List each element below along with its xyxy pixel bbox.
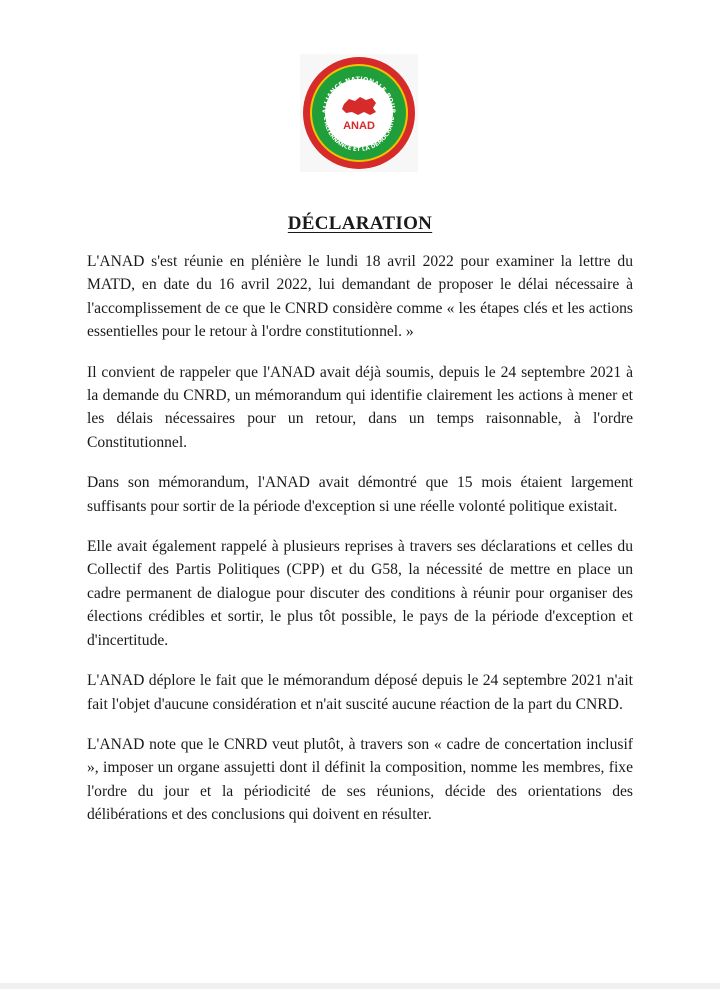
svg-text:L'ALTERNANCE ET LA DÉMOCRATIE: L'ALTERNANCE ET LA DÉMOCRATIE (321, 116, 397, 154)
paragraph-5: L'ANAD déplore le fait que le mémorandum déposé depuis le 24 septembre 2021 n'ait fait l'objet d'aucune considération et n'ait suscité aucune réaction de la part du CNRD. (87, 672, 633, 713)
page-bottom-edge (0, 983, 720, 989)
anad-emblem-icon (300, 54, 418, 172)
svg-text:ANAD: ANAD (343, 120, 375, 132)
document-title: DÉCLARATION (287, 213, 433, 234)
paragraph-3: Dans son mémorandum, l'ANAD avait démontré que 15 mois étaient largement suffisants pour sortir de la période d'exception si une réelle volonté politique existait. (87, 474, 633, 515)
document-body (87, 250, 633, 844)
paragraph-6: L'ANAD note que le CNRD veut plutôt, à travers son « cadre de concertation inclusif », imposer un organe assujetti dont il définit la composition, nomme les membres, fixe l'ordre du jour et la périodicité de ses réunions, décide des orientations des délibérations et des conclusions qui doivent en résulter. (87, 735, 633, 824)
paragraph-4: Elle avait également rappelé à plusieurs reprises à travers ses déclarations et celles du Collectif des Partis Politiques (CPP) et du G58, la nécessité de mettre en place un cadre permanent de dialogue pour discuter des conditions à réunir pour organiser des élections crédibles et sortir, le plus tôt possible, le pays de la période d'exception et d'incertitude. (87, 538, 633, 649)
paragraph-2: Il convient de rappeler que l'ANAD avait déjà soumis, depuis le 24 septembre 2021 à la demande du CNRD, un mémorandum qui identifie clairement les actions à mener et les délais nécessaires pour un retour, dans un temps raisonnable, à l'ordre Constitutionnel. (87, 363, 633, 451)
anad-logo (300, 54, 418, 172)
paragraph-1: L'ANAD s'est réunie en plénière le lundi 18 avril 2022 pour examiner la lettre du MATD, en date du 16 avril 2022, lui demandant de proposer le délai nécessaire à l'accomplissement de ce que le CNRD considère comme « les étapes clés et les actions essentielles pour le retour à l'ordre constitutionnel. » (87, 253, 633, 341)
svg-text:ALLIANCE NATIONALE POUR: ALLIANCE NATIONALE POUR (321, 75, 397, 114)
